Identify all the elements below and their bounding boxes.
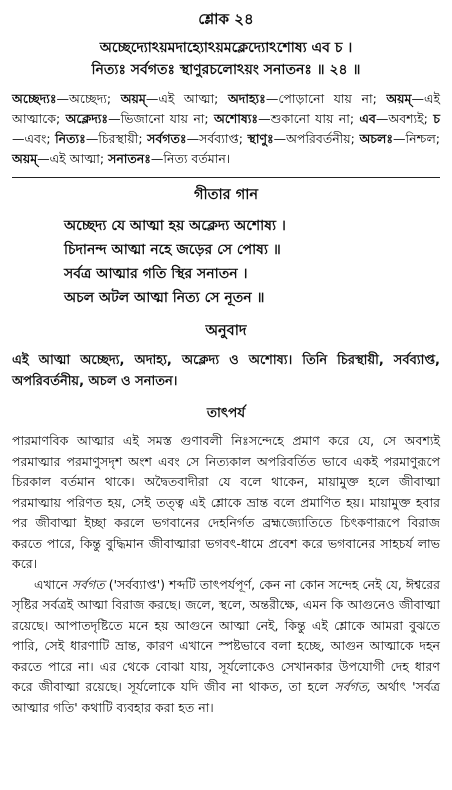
word-meanings — [12, 89, 440, 169]
synonym-word: অয়ম্ — [120, 91, 146, 106]
text-run: এখানে — [34, 576, 72, 592]
synonym-dash: — — [12, 131, 25, 146]
verse-line: নিত্যঃ সর্বগতঃ স্থাণুরচলোঽয়ং সনাতনঃ ॥ ২৪ ॥ — [91, 62, 361, 78]
synonym-meaning: এই আত্মাকে; — [12, 91, 441, 126]
verse-number: শ্লোক ২৪ — [198, 10, 254, 28]
translation-text: এই আত্মা অচ্ছেদ্য, অদাহ্য, অক্লেদ্য ও অশোষ্য। তিনি চিরস্থায়ী, সর্বব্যাপ্ত, অপরিবর্তনীয়, অচল ও সনাতন। — [12, 353, 440, 389]
synonym-dash: — — [375, 111, 389, 126]
synonym-dash: — — [258, 111, 271, 126]
synonym-meaning: অচ্ছেদ্য; — [69, 91, 121, 106]
synonym-meaning: নিত্য বর্তমান। — [163, 151, 231, 166]
synonym-dash: — — [37, 151, 50, 166]
synonym-word: স্থাণুঃ — [247, 131, 274, 146]
synonym-meaning: শুকানো যায় না; — [270, 111, 360, 126]
synonym-dash: — — [393, 131, 406, 146]
song-line: অচ্ছেদ্য যে আত্মা হয় অক্লেদ্য অশোষ্য । — [64, 218, 286, 234]
song-line: চিদানন্দ আত্মা নহে জড়ের সে পোষ্য ॥ — [64, 242, 281, 258]
synonym-word: এব — [359, 111, 376, 126]
synonym-dash: — — [108, 111, 121, 126]
synonym-meaning: নিশ্চল; — [405, 131, 440, 146]
synonym-word: চ — [433, 111, 441, 126]
text-run: অর্থাৎ 'সর্বত্র আত্মার গতি' কথাটি ব্যবহার করা হত না। — [12, 679, 440, 715]
synonym-word: অচ্ছেদ্যঃ — [12, 91, 57, 106]
synonym-meaning: সর্বব্যাপ্ত; — [199, 131, 248, 146]
translation-heading: অনুবাদ — [205, 323, 247, 339]
purport-heading: তাৎপর্য — [206, 405, 246, 421]
synonym-word: অশোষ্যঃ — [214, 111, 259, 126]
sanskrit-verse — [12, 37, 440, 81]
synonym-word: অচলঃ — [359, 131, 393, 146]
synonym-meaning: এবং; — [24, 131, 56, 146]
synonym-meaning: পোড়ানো যায় না; — [278, 91, 387, 106]
verse-line: অচ্ছেদ্যোঽয়মদাহ্যোঽয়মক্লেদ্যোঽশোষ্য এব চ । — [99, 40, 353, 56]
synonym-meaning: ভিজানো যায় না; — [120, 111, 215, 126]
song-heading: গীতার গান — [193, 187, 259, 203]
synonym-meaning: অবশ্যই; — [388, 111, 434, 126]
synonym-dash: — — [56, 91, 70, 106]
synonym-dash: — — [150, 151, 164, 166]
song-line: অচল অটল আত্মা নিত্য সে নূতন ॥ — [64, 290, 265, 306]
purport-paragraph — [12, 575, 440, 719]
italic-term: সর্বগত, — [334, 679, 372, 694]
song-verse — [64, 214, 440, 310]
synonym-word: সর্বগতঃ — [147, 131, 187, 146]
synonym-word: অয়ম্ — [386, 91, 412, 106]
synonym-dash: — — [145, 91, 159, 106]
synonym-dash: — — [265, 91, 279, 106]
synonym-dash: — — [85, 131, 99, 146]
synonym-word: অদাহ্যঃ — [227, 91, 266, 106]
italic-term: সর্বগত — [71, 576, 105, 592]
text-run: ('সর্বব্যাপ্ত') শব্দটি তাৎপর্যপূর্ণ, কেন না কোন সন্দেহ নেই যে, ঈশ্বরের সৃষ্টির সর্বত্রই আত্মা বিরাজ করছে। জলে, স্থলে, অন্তরীক্ষে, এমন কি আগুনেও জীবাত্মা রয়েছে। আপাতদৃষ্টিতে মনে হয় আগুনে আত্মা নেই, কিন্তু এই শ্লোকে আমরা বুঝতে পারি, সেই ধারণাটি ভ্রান্ত, কারণ এখানে স্পষ্টভাবে বলা হচ্ছে, আগুন আত্মাকে দহন করতে পারে না। এর থেকে বোঝা যায়, সূর্যলোকেও সেখানকার উপযোগী দেহ ধারণ করে জীবাত্মা রয়েছে। সূর্যলোকে যদি জীব না থাকত, তা হলে — [12, 576, 440, 694]
synonym-word: অয়ম্ — [12, 151, 38, 166]
synonym-meaning: চিরস্থায়ী; — [98, 131, 148, 146]
song-line: সর্বত্র আত্মার গতি স্থির সনাতন । — [64, 266, 248, 282]
synonym-word: নিত্যঃ — [55, 131, 86, 146]
synonym-meaning: এই আত্মা; — [158, 91, 228, 106]
purport-body — [12, 431, 440, 718]
synonym-dash: — — [186, 131, 200, 146]
synonym-dash: — — [273, 131, 287, 146]
synonym-word: সনাতনঃ — [108, 151, 151, 166]
purport-paragraph: পারমাণবিক আত্মার এই সমস্ত গুণাবলী নিঃসন্দেহে প্রমাণ করে যে, সে অবশ্যই পরমাত্মার পরমাণুসদৃশ অংশ এবং সে নিত্যকাল অপরিবর্তিত ভাবে একই পরমাণুরূপে চিরকাল বর্তমান থাকে। অদ্বৈতবাদীরা যে বলে থাকেন, মায়ামুক্ত হলে জীবাত্মা পরমাত্মায় পরিণত হয়, সেই তত্ত্ব এই শ্লোকে ভ্রান্ত বলে প্রমাণিত হয়। মায়ামুক্ত হবার পর জীবাত্মা ইচ্ছা করলে ভগবানের দেহনির্গত ব্রহ্মজ্যোতিতে চিৎকণারূপে বিরাজ করতে পারে, কিন্তু বুদ্ধিমান জীবাত্মারা ভগবৎ-ধামে প্রবেশ করে ভগবানের সাহচর্য লাভ করে। — [12, 433, 440, 571]
synonym-meaning: এই আত্মা; — [49, 151, 109, 166]
section-divider — [12, 177, 440, 178]
synonym-word: অক্লেদ্যঃ — [65, 111, 109, 126]
synonym-meaning: অপরিবর্তনীয়; — [286, 131, 360, 146]
synonym-dash: — — [411, 91, 424, 106]
